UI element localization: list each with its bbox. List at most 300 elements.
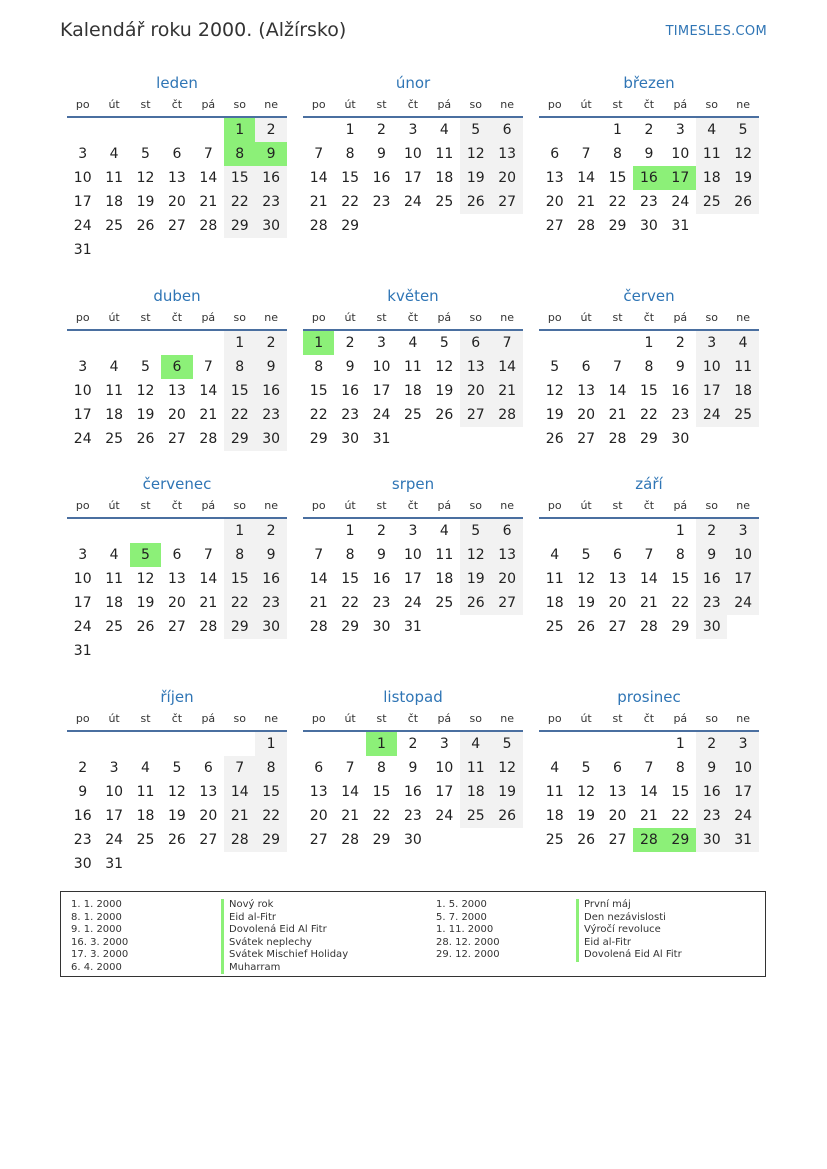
day-cell: 5 [141, 359, 150, 375]
day-cell: 8 [675, 760, 685, 776]
day-cell: 30 [696, 615, 727, 639]
month-name: prosinec [617, 688, 681, 706]
day-cell: 18 [435, 170, 454, 186]
legend-date: 8. 1. 2000 [71, 911, 122, 923]
day-cell: 20 [460, 379, 491, 403]
day-cell: 26 [577, 619, 596, 635]
holiday-day: 1 [224, 118, 255, 142]
month-name: březen [623, 74, 675, 92]
weekday-label: čt [407, 712, 419, 725]
weekday-label: čt [643, 98, 655, 111]
weekday-label: po [547, 311, 562, 324]
day-cell: 1 [345, 523, 355, 539]
week-row [67, 238, 287, 262]
empty-cell [303, 118, 334, 142]
week-row [539, 427, 759, 451]
day-cell: 5 [727, 118, 758, 142]
day-cell: 21 [640, 808, 658, 824]
day-cell: 6 [581, 359, 591, 375]
legend-dates-left [71, 899, 128, 974]
day-cell: 1 [224, 331, 255, 355]
holiday-day: 5 [130, 543, 161, 567]
day-cell: 14 [224, 780, 255, 804]
holiday-day: 1 [303, 331, 334, 355]
day-cell: 4 [439, 523, 449, 539]
day-cell: 10 [727, 543, 758, 567]
day-cell: 12 [491, 756, 522, 780]
weekday-label: út [108, 712, 120, 725]
legend-date: 5. 7. 2000 [436, 911, 487, 923]
empty-cell [224, 639, 255, 663]
day-cell: 6 [203, 760, 213, 776]
week-row [539, 355, 759, 379]
day-cell: 2 [696, 519, 727, 543]
empty-cell [727, 427, 758, 451]
day-cell: 27 [168, 431, 186, 447]
day-cell: 19 [727, 166, 758, 190]
day-cell: 20 [309, 808, 328, 824]
day-cell: 20 [199, 808, 218, 824]
day-cell: 1 [644, 335, 654, 351]
day-cell: 26 [136, 218, 155, 234]
day-cell: 8 [613, 146, 622, 162]
weekday-label: so [705, 98, 718, 111]
weekday-label: po [75, 311, 90, 324]
weekday-label: po [547, 712, 562, 725]
legend-holiday-name: Eid al-Fitr [221, 912, 348, 925]
week-row [67, 780, 287, 804]
empty-cell [570, 331, 601, 355]
day-cell: 16 [671, 383, 690, 399]
weekday-label: st [376, 98, 387, 111]
day-cell: 22 [224, 591, 255, 615]
day-cell: 28 [199, 619, 218, 635]
day-cell: 29 [224, 214, 255, 238]
weekday-label: so [233, 311, 246, 324]
day-cell: 7 [314, 146, 324, 162]
day-cell: 31 [105, 856, 124, 872]
day-cell: 17 [696, 379, 727, 403]
day-cell: 14 [577, 170, 596, 186]
day-cell: 12 [545, 383, 564, 399]
day-cell: 20 [491, 567, 522, 591]
day-cell: 10 [696, 355, 727, 379]
empty-cell [193, 519, 224, 543]
weekday-header [303, 495, 523, 519]
weekday-label: út [344, 499, 356, 512]
empty-cell [460, 615, 491, 639]
empty-cell [460, 427, 491, 451]
day-cell: 16 [73, 808, 92, 824]
weekday-header [67, 495, 287, 519]
weekday-label: st [140, 311, 151, 324]
empty-cell [491, 214, 522, 238]
weekday-label: ne [500, 98, 515, 111]
weekday-label: út [580, 311, 592, 324]
day-cell: 27 [577, 431, 596, 447]
day-cell: 23 [372, 595, 391, 611]
day-cell: 15 [255, 780, 286, 804]
week-row [539, 615, 759, 639]
day-cell: 28 [309, 619, 328, 635]
day-cell: 22 [608, 194, 627, 210]
weekday-label: pá [201, 98, 216, 111]
day-cell: 14 [341, 784, 360, 800]
weekday-header [303, 708, 523, 732]
empty-cell [98, 639, 129, 663]
weekday-label: pá [437, 98, 452, 111]
day-cell: 28 [199, 431, 218, 447]
weekday-label: út [580, 499, 592, 512]
empty-cell [602, 732, 633, 756]
weekday-label: po [311, 712, 326, 725]
day-cell: 26 [435, 407, 454, 423]
weekday-label: ne [500, 712, 515, 725]
weekday-label: so [469, 98, 482, 111]
empty-cell [193, 238, 224, 262]
legend-date: 1. 11. 2000 [436, 924, 494, 935]
week-row [539, 828, 759, 852]
day-cell: 25 [105, 619, 124, 635]
day-cell: 12 [168, 784, 186, 800]
day-cell: 2 [255, 519, 286, 543]
day-cell: 24 [696, 403, 727, 427]
day-cell: 5 [172, 760, 182, 776]
week-row [67, 166, 287, 190]
weekday-label: so [705, 311, 718, 324]
day-cell: 17 [73, 194, 92, 210]
day-cell: 2 [408, 736, 418, 752]
weekday-label: st [612, 98, 623, 111]
weekday-label: st [376, 712, 387, 725]
month-duben [67, 285, 287, 451]
day-cell: 9 [675, 359, 685, 375]
day-cell: 19 [136, 595, 155, 611]
day-cell: 6 [314, 760, 324, 776]
weekday-label: so [469, 712, 482, 725]
day-cell: 14 [309, 170, 328, 186]
day-cell: 4 [109, 146, 119, 162]
day-cell: 19 [577, 595, 596, 611]
day-cell: 3 [78, 547, 88, 563]
day-cell: 21 [341, 808, 360, 824]
day-cell: 6 [460, 331, 491, 355]
day-cell: 27 [491, 591, 522, 615]
day-cell: 12 [577, 571, 596, 587]
day-cell: 30 [255, 427, 286, 451]
legend-holiday-name: Dovolená Eid Al Fitr [221, 924, 348, 937]
weekday-label: st [140, 712, 151, 725]
month-name: listopad [383, 688, 443, 706]
day-cell: 29 [608, 218, 627, 234]
week-row [539, 567, 759, 591]
week-row [67, 214, 287, 238]
day-cell: 26 [491, 804, 522, 828]
weekday-label: ne [500, 499, 515, 512]
day-cell: 2 [675, 335, 685, 351]
week-row [67, 142, 287, 166]
weekday-label: čt [643, 712, 655, 725]
day-cell: 30 [671, 431, 690, 447]
day-cell: 30 [404, 832, 422, 848]
weekday-label: čt [171, 98, 183, 111]
day-cell: 9 [644, 146, 654, 162]
week-row [303, 190, 523, 214]
week-row [67, 355, 287, 379]
day-cell: 4 [696, 118, 727, 142]
week-row [67, 543, 287, 567]
day-cell: 17 [404, 170, 422, 186]
day-cell: 15 [341, 170, 360, 186]
day-cell: 9 [377, 547, 386, 563]
empty-cell [460, 214, 491, 238]
month-říjen [67, 686, 287, 876]
day-cell: 11 [404, 359, 422, 375]
day-cell: 15 [608, 170, 627, 186]
weekday-label: čt [171, 311, 183, 324]
empty-cell [429, 214, 460, 238]
legend-names-left [221, 899, 348, 974]
day-cell: 17 [404, 571, 422, 587]
day-cell: 8 [224, 543, 255, 567]
weekday-label: pá [673, 98, 688, 111]
day-cell: 9 [255, 355, 286, 379]
day-cell: 21 [199, 407, 218, 423]
empty-cell [98, 732, 129, 756]
empty-cell [429, 828, 460, 852]
empty-cell [255, 238, 286, 262]
day-cell: 4 [109, 359, 119, 375]
weekday-label: so [469, 311, 482, 324]
day-cell: 13 [608, 784, 627, 800]
day-cell: 26 [136, 619, 155, 635]
day-cell: 25 [435, 595, 454, 611]
day-cell: 9 [696, 543, 727, 567]
day-cell: 27 [460, 403, 491, 427]
week-row [303, 804, 523, 828]
empty-cell [161, 238, 192, 262]
day-cell: 29 [309, 431, 328, 447]
week-row [303, 519, 523, 543]
day-cell: 14 [199, 170, 218, 186]
weekday-label: út [108, 499, 120, 512]
day-cell: 6 [172, 547, 182, 563]
day-cell: 7 [491, 331, 522, 355]
legend-date: 28. 12. 2000 [436, 936, 500, 948]
day-cell: 7 [644, 547, 654, 563]
empty-cell [130, 639, 161, 663]
weekday-label: po [75, 98, 90, 111]
holiday-legend [60, 891, 766, 977]
day-cell: 10 [73, 383, 92, 399]
day-cell: 21 [224, 804, 255, 828]
day-cell: 11 [545, 571, 564, 587]
week-row [539, 591, 759, 615]
page-title: Kalendář roku 2000. (Alžírsko) [60, 19, 347, 41]
day-cell: 24 [372, 407, 391, 423]
legend-date: 16. 3. 2000 [71, 936, 129, 948]
day-cell: 12 [435, 359, 454, 375]
day-cell: 10 [105, 784, 124, 800]
day-cell: 22 [640, 407, 658, 423]
day-cell: 8 [345, 547, 355, 563]
weekday-label: ne [264, 499, 279, 512]
weekday-label: ne [500, 311, 515, 324]
day-cell: 19 [136, 407, 155, 423]
day-cell: 18 [105, 407, 124, 423]
day-cell: 23 [73, 832, 92, 848]
week-row [539, 403, 759, 427]
day-cell: 25 [435, 194, 454, 210]
day-cell: 3 [408, 122, 418, 138]
month-leden [67, 72, 287, 262]
day-cell: 3 [408, 523, 418, 539]
day-cell: 27 [608, 619, 627, 635]
day-cell: 4 [460, 732, 491, 756]
day-cell: 8 [255, 756, 286, 780]
week-row [303, 214, 523, 238]
day-cell: 25 [105, 431, 124, 447]
day-cell: 23 [372, 194, 391, 210]
day-cell: 13 [577, 383, 596, 399]
week-row [303, 166, 523, 190]
empty-cell [491, 828, 522, 852]
day-cell: 5 [581, 547, 591, 563]
day-cell: 21 [608, 407, 627, 423]
day-cell: 10 [404, 146, 422, 162]
empty-cell [255, 639, 286, 663]
empty-cell [460, 828, 491, 852]
day-cell: 13 [168, 383, 186, 399]
day-cell: 11 [435, 146, 454, 162]
legend-holiday-name: Den nezávislosti [576, 912, 682, 925]
day-cell: 23 [640, 194, 658, 210]
day-cell: 21 [309, 194, 328, 210]
holiday-day: 17 [665, 166, 696, 190]
day-cell: 28 [224, 828, 255, 852]
day-cell: 23 [404, 808, 422, 824]
day-cell: 14 [491, 355, 522, 379]
week-row [303, 379, 523, 403]
day-cell: 3 [78, 359, 88, 375]
day-cell: 19 [136, 194, 155, 210]
day-cell: 11 [105, 383, 124, 399]
weekday-label: pá [673, 311, 688, 324]
week-row [303, 543, 523, 567]
day-cell: 9 [78, 784, 88, 800]
day-cell: 21 [199, 194, 218, 210]
empty-cell [727, 214, 758, 238]
day-cell: 22 [224, 403, 255, 427]
day-cell: 12 [136, 571, 155, 587]
day-cell: 10 [372, 359, 391, 375]
day-cell: 17 [727, 780, 758, 804]
legend-holiday-name: Nový rok [221, 899, 348, 912]
day-cell: 8 [675, 547, 685, 563]
day-cell: 23 [671, 407, 690, 423]
day-cell: 10 [435, 760, 454, 776]
day-cell: 17 [727, 567, 758, 591]
weekday-label: čt [171, 499, 183, 512]
weekday-label: po [547, 98, 562, 111]
day-cell: 2 [345, 335, 355, 351]
day-cell: 27 [168, 619, 186, 635]
month-prosinec [539, 686, 759, 852]
weekday-label: st [612, 311, 623, 324]
day-cell: 4 [439, 122, 449, 138]
empty-cell [224, 852, 255, 876]
day-cell: 29 [372, 832, 391, 848]
day-cell: 16 [255, 166, 286, 190]
legend-date: 9. 1. 2000 [71, 924, 122, 935]
day-cell: 5 [491, 732, 522, 756]
legend-holiday-name: Svátek Mischief Holiday [221, 949, 348, 962]
day-cell: 3 [377, 335, 386, 351]
day-cell: 31 [671, 218, 690, 234]
weekday-label: ne [264, 98, 279, 111]
day-cell: 27 [491, 190, 522, 214]
day-cell: 4 [141, 760, 150, 776]
day-cell: 23 [341, 407, 360, 423]
day-cell: 29 [341, 218, 360, 234]
day-cell: 1 [675, 736, 685, 752]
empty-cell [98, 519, 129, 543]
weekday-label: so [705, 499, 718, 512]
day-cell: 20 [577, 407, 596, 423]
empty-cell [193, 639, 224, 663]
week-row [539, 519, 759, 543]
day-cell: 20 [168, 407, 186, 423]
week-row [539, 214, 759, 238]
day-cell: 14 [199, 571, 218, 587]
empty-cell [397, 214, 428, 238]
day-cell: 2 [377, 523, 386, 539]
day-cell: 15 [309, 383, 328, 399]
weekday-label: út [580, 712, 592, 725]
day-cell: 6 [491, 118, 522, 142]
day-cell: 16 [255, 379, 286, 403]
day-cell: 25 [105, 218, 124, 234]
week-row [303, 732, 523, 756]
day-cell: 29 [224, 615, 255, 639]
day-cell: 15 [640, 383, 658, 399]
day-cell: 28 [608, 431, 627, 447]
day-cell: 31 [73, 643, 92, 659]
day-cell: 2 [255, 118, 286, 142]
empty-cell [570, 519, 601, 543]
day-cell: 23 [255, 403, 286, 427]
day-cell: 6 [550, 146, 560, 162]
day-cell: 15 [341, 571, 360, 587]
day-cell: 30 [255, 214, 286, 238]
day-cell: 18 [545, 595, 564, 611]
day-cell: 2 [78, 760, 88, 776]
day-cell: 21 [199, 595, 218, 611]
weekday-label: po [75, 712, 90, 725]
day-cell: 5 [460, 118, 491, 142]
weekday-label: út [344, 311, 356, 324]
legend-holiday-name: První máj [576, 899, 682, 912]
day-cell: 18 [404, 383, 422, 399]
day-cell: 5 [460, 519, 491, 543]
site-link[interactable]: TIMESLES.COM [665, 24, 767, 39]
day-cell: 13 [491, 142, 522, 166]
day-cell: 10 [73, 170, 92, 186]
weekday-header [539, 495, 759, 519]
weekday-label: st [140, 98, 151, 111]
legend-holiday-name: Dovolená Eid Al Fitr [576, 949, 682, 962]
day-cell: 13 [309, 784, 328, 800]
